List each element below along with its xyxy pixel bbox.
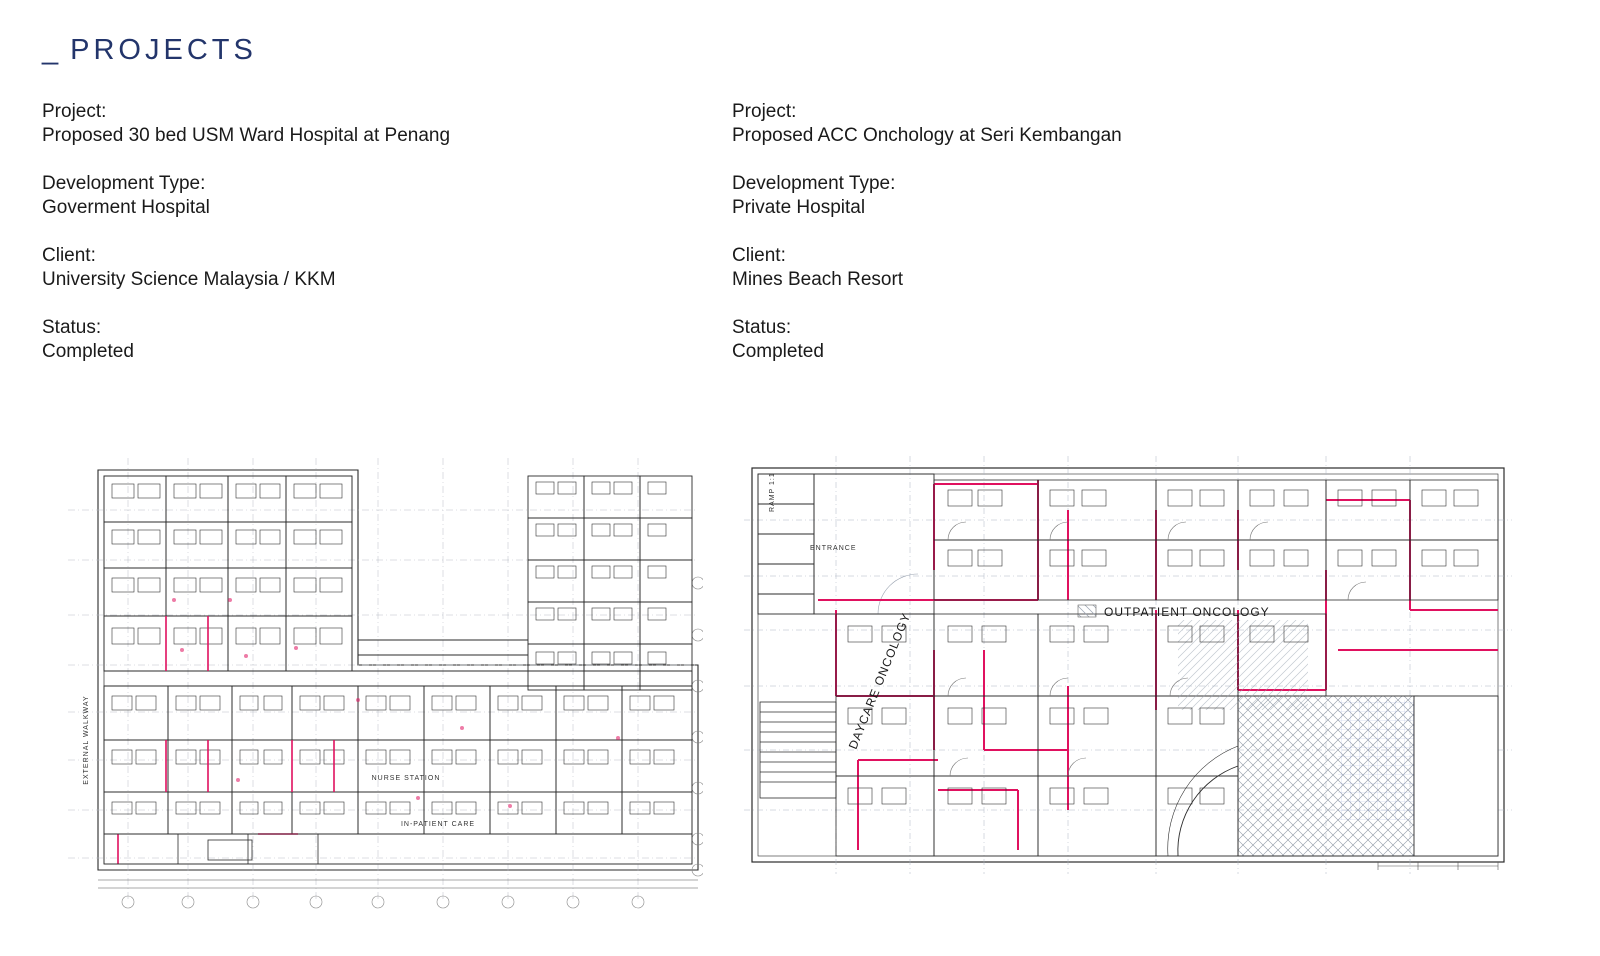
status-value: Completed: [732, 341, 824, 362]
plan-label-daycare-oncology: DAYCARE ONCOLOGY: [845, 610, 914, 752]
plan-label-outpatient-oncology: OUTPATIENT ONCOLOGY: [1104, 605, 1270, 619]
plan-label-ramp: RAMP 1:1: [769, 472, 776, 512]
plan-label-external-walkway: EXTERNAL WALKWAY: [83, 695, 90, 785]
plan-label-in-patient-care: IN-PATIENT CARE: [400, 821, 476, 828]
client-label: Client:: [732, 245, 786, 266]
development-type-value: Private Hospital: [732, 197, 866, 218]
floor-plan-acc-oncology: [738, 450, 1518, 880]
status-label: Status:: [732, 317, 792, 338]
client-field: [42, 244, 682, 292]
project-field: [732, 100, 1372, 148]
client-label: Client:: [42, 245, 96, 266]
plan-label-entrance: ENTRANCE: [810, 545, 857, 552]
project-label: Project:: [42, 101, 107, 122]
status-label: Status:: [42, 317, 102, 338]
status-field: [732, 316, 1372, 364]
development-type-field: [42, 172, 682, 220]
development-type-label: Development Type:: [732, 173, 896, 194]
project-field: [42, 100, 682, 148]
development-type-value: Goverment Hospital: [42, 197, 210, 218]
project-details-left: [42, 100, 682, 364]
development-type-field: [732, 172, 1372, 220]
project-value: Proposed 30 bed USM Ward Hospital at Penang: [42, 125, 451, 146]
floor-plan-usm-ward-hospital: [58, 450, 703, 910]
client-field: [732, 244, 1372, 292]
client-value: University Science Malaysia / KKM: [42, 269, 336, 290]
title-dash: _: [42, 34, 63, 66]
status-field: [42, 316, 682, 364]
status-value: Completed: [42, 341, 134, 362]
title-text: PROJECTS: [70, 34, 257, 66]
plan-label-nurse-station: NURSE STATION: [371, 775, 441, 782]
project-value: Proposed ACC Onchology at Seri Kembangan: [732, 125, 1122, 146]
client-value: Mines Beach Resort: [732, 269, 904, 290]
project-details-right: [732, 100, 1372, 364]
project-label: Project:: [732, 101, 797, 122]
development-type-label: Development Type:: [42, 173, 206, 194]
page-title: [42, 34, 257, 67]
